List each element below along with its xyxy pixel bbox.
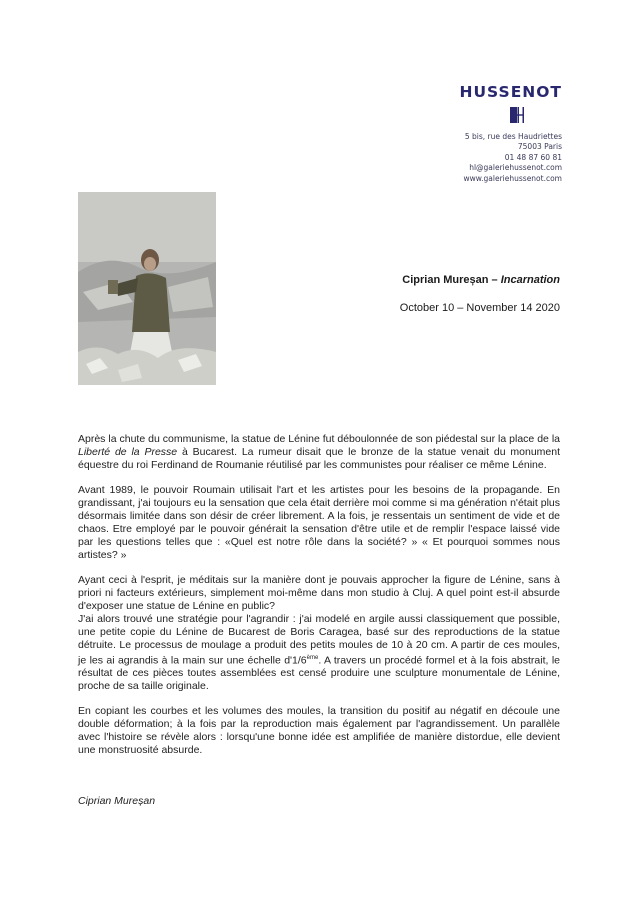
exhibition-artist: Ciprian Mureșan bbox=[402, 274, 489, 286]
paragraph-4-text-a: J'ai alors trouvé une stratégie pour l'agrandir : j'ai modelé en argile aussi classiquement que possible, une petite copie du Lénine de Bucarest de Boris Caragea, basé sur des reproductions de la statue détruite. Le processus de moulage a produit des petits moules de 10 à 20 cm. A partir de ces moules, je les ai agrandis à la main sur une échelle d'1/6 bbox=[78, 612, 560, 667]
paragraph-1-text-a: Après la chute du communisme, la statue de Lénine fut déboulonnée de son piédestal sur la place de la bbox=[78, 433, 560, 445]
gallery-logo bbox=[460, 83, 563, 101]
logo-mark-icon bbox=[510, 107, 524, 123]
paragraph-4-superscript: ème bbox=[306, 654, 319, 661]
address-street: 5 bis, rue des Haudriettes bbox=[464, 132, 562, 141]
paragraph-1 bbox=[78, 433, 560, 472]
signature: Ciprian Mureșan bbox=[78, 795, 156, 807]
paragraph-5: En copiant les courbes et les volumes des moules, la transition du positif au négatif en découle une double déformation; à la fois par la reproduction mais également par l'agrandissement. Un parallèle avec l'histoire se révèle alors : lorsqu'une bonne idée est amplifiée de manière distordue, elle devient une monstruosité absurde. bbox=[78, 705, 560, 757]
press-text bbox=[78, 433, 560, 769]
artwork-photo-image bbox=[78, 192, 216, 385]
exhibition-title: Incarnation bbox=[500, 274, 560, 286]
exhibition-dates: October 10 – November 14 2020 bbox=[399, 302, 560, 314]
exhibition-separator: – bbox=[488, 274, 501, 286]
paragraph-2: Avant 1989, le pouvoir Roumain utilisait l'art et les artistes pour les besoins de la propagande. En grandissant, j'ai toujours eu la sensation que cela était derrière moi comme si ma génération n'était plus désormais limitée dans son désir de créer librement. A la fois, je ressentais un sentiment de vide et de chaos. Etre employé par le pouvoir générait la sensation d'être utile et de remplir l'espace laissé vide par les questions telles que : «Quel est notre rôle dans la société? » « Et pourquoi sommes nous artistes? » bbox=[78, 484, 560, 561]
exhibition-heading bbox=[400, 266, 560, 294]
paragraph-1-text-b: à Bucarest. La rumeur disait que le bronze de la statue venait du monument équestre du roi Ferdinand de Roumanie réutilisé par les communistes pour réaliser ce même Lénine. bbox=[78, 445, 560, 471]
address-city: 75003 Paris bbox=[517, 142, 562, 152]
address-phone: 01 48 87 60 81 bbox=[504, 152, 562, 162]
artwork-photo bbox=[78, 192, 216, 385]
exhibition-info bbox=[400, 266, 560, 322]
paragraph-4 bbox=[78, 613, 560, 693]
paragraph-4-text-b: . A travers un procédé formel et à la fois abstrait, le résultat de ces pièces toutes assemblées est censé produire une sculpture monumentale de Lénine, proche de sa taille originale. bbox=[78, 654, 560, 692]
logo-wordmark: HUSSENOT bbox=[459, 83, 562, 101]
paragraph-1-emphasis: Liberté de la Presse bbox=[78, 445, 178, 458]
paragraph-3: Ayant ceci à l'esprit, je méditais sur la manière dont je pouvais approcher la figure de Lénine, sans à priori ni facteurs extérieurs, simplement moi-même dans mon studio à Cluj. A quel point est-il absurde d'exposer une statue de Lénine en public? bbox=[78, 574, 560, 612]
address-website: www.galeriehussenot.com bbox=[463, 173, 562, 183]
address-email: hl@galeriehussenot.com bbox=[469, 163, 562, 173]
gallery-address bbox=[463, 132, 562, 184]
